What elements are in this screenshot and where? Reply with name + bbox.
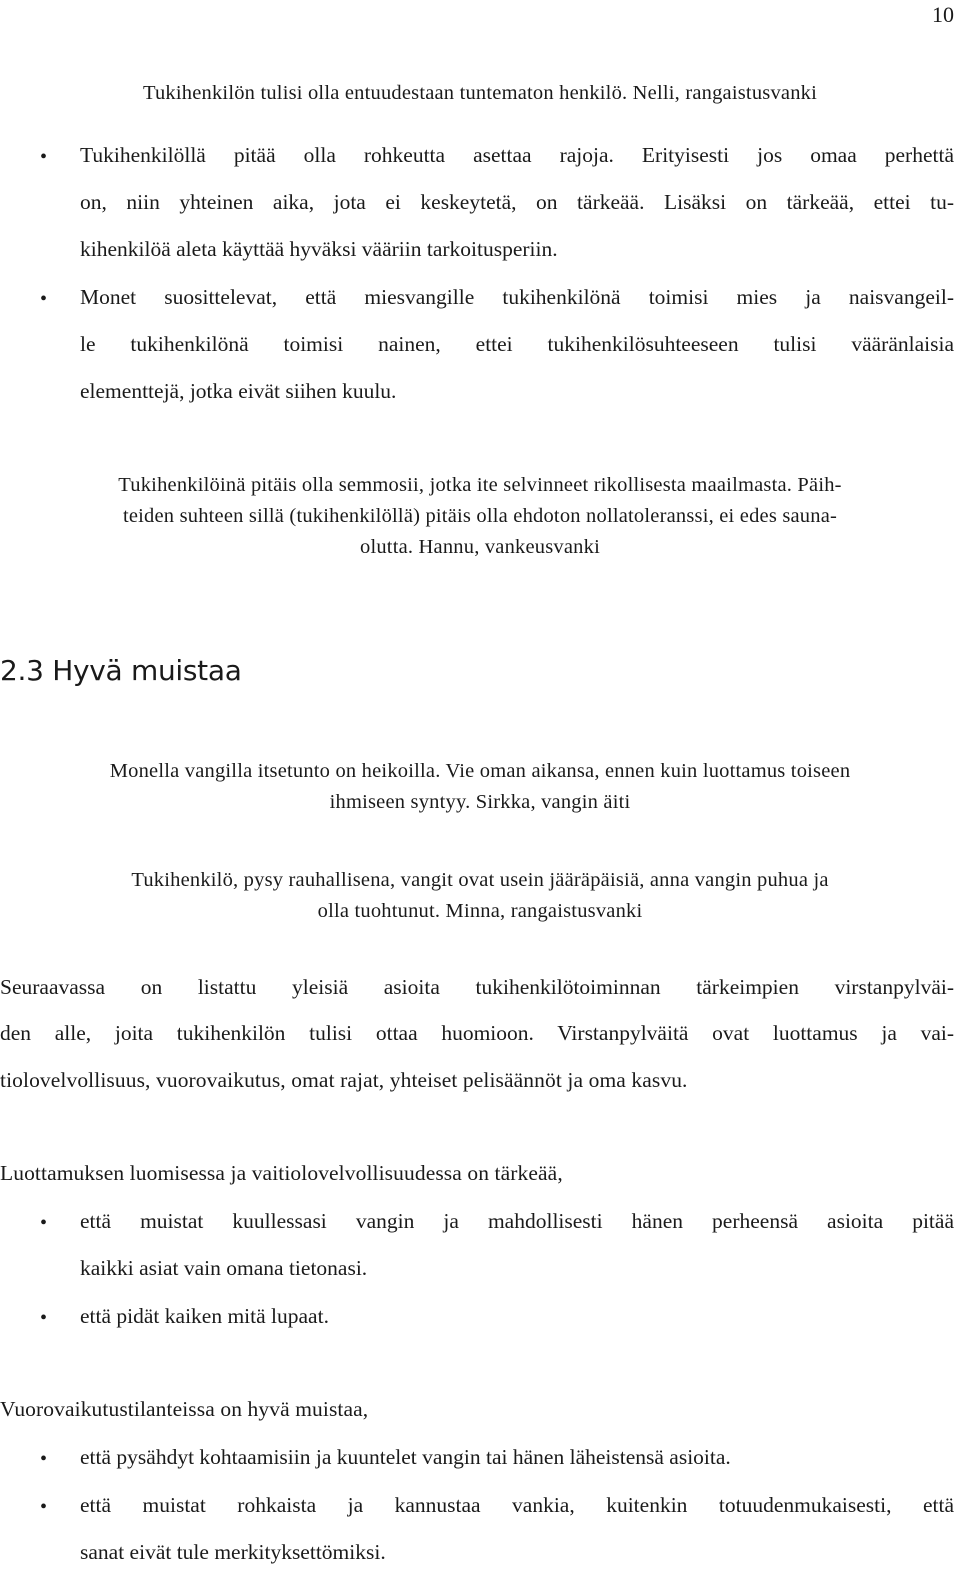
bullet-icon: • (40, 1496, 48, 1518)
quote-line: olutta. Hannu, vankeusvanki (360, 536, 600, 558)
paragraph-line: tiolovelvollisuus, vuorovaikutus, omat rajat, yhteiset pelisäännöt ja oma kasvu. (0, 1068, 688, 1092)
bullet-icon: • (40, 1212, 48, 1234)
quote-line: ihmiseen syntyy. Sirkka, vangin äiti (329, 791, 631, 813)
bullet-line: kaikki asiat vain omana tietonasi. (80, 1256, 368, 1280)
quote-line: teiden suhteen sillä (tukihenkilöllä) pitäis olla ehdoton nollatoleranssi, ei edes sauna- (122, 505, 838, 527)
quote-line: Tukihenkilön tulisi olla entuudestaan tuntematon henkilö. Nelli, rangaistusvanki (142, 82, 817, 104)
bullet-line: että pysähdyt kohtaamisiin ja kuuntelet vangin tai hänen läheistensä asioita. (80, 1445, 731, 1469)
bullet-line: että muistat kuullessasi vangin ja mahdollisesti hänen perheensä asioita pitää (80, 1209, 954, 1233)
bullet-line: on, niin yhteinen aika, jota ei keskeytetä, on tärkeää. Lisäksi on tärkeää, ettei tu- (80, 190, 954, 214)
quote-line: Monella vangilla itsetunto on heikoilla. Vie oman aikansa, ennen kuin luottamus toiseen (109, 760, 851, 782)
bullet-line: le tukihenkilönä toimisi nainen, ettei tukihenkilösuhteeseen tulisi vääränlaisia (80, 332, 954, 356)
bullet-line: Monet suosittelevat, että miesvangille tukihenkilönä toimisi mies ja naisvangeil- (80, 285, 954, 309)
bullet-line: elementtejä, jotka eivät siihen kuulu. (80, 379, 397, 403)
quote-hannu (0, 470, 960, 563)
paragraph-line: den alle, joita tukihenkilön tulisi ottaa huomioon. Virstanpylväitä ovat luottamus ja vai- (0, 1021, 954, 1045)
quote-minna (0, 865, 960, 927)
paragraph-interaction: Vuorovaikutustilanteissa on hyvä muistaa, (0, 1397, 369, 1421)
quote-line: Tukihenkilöinä pitäis olla semmosii, jotka ite selvinneet rikollisesta maailmasta. Päih- (118, 474, 842, 496)
quote-line: olla tuohtunut. Minna, rangaistusvanki (317, 900, 643, 922)
paragraph-trust: Luottamuksen luomisessa ja vaitiolovelvollisuudessa on tärkeää, (0, 1161, 563, 1185)
bullet-line: sanat eivät tule merkityksettömiksi. (80, 1540, 386, 1564)
bullet-icon: • (40, 1448, 48, 1470)
bullet-line: kihenkilöä aleta käyttää hyväksi vääriin tarkoitusperiin. (80, 237, 558, 261)
page-number: 10 (932, 2, 954, 27)
quote-sirkka (0, 756, 960, 818)
bullet-line: Tukihenkilöllä pitää olla rohkeutta asettaa rajoja. Erityisesti jos omaa perhettä (80, 143, 954, 167)
quote-nelli (0, 78, 960, 109)
bullet-icon: • (40, 288, 48, 310)
bullet-icon: • (40, 146, 48, 168)
bullet-line: että muistat rohkaista ja kannustaa vankia, kuitenkin totuudenmukaisesti, että (80, 1493, 954, 1517)
bullet-icon: • (40, 1307, 48, 1329)
paragraph-line: Seuraavassa on listattu yleisiä asioita tukihenkilötoiminnan tärkeimpien virstanpylväi- (0, 975, 954, 999)
section-heading: 2.3 Hyvä muistaa (0, 654, 242, 687)
bullet-line: että pidät kaiken mitä lupaat. (80, 1304, 329, 1328)
quote-line: Tukihenkilö, pysy rauhallisena, vangit ovat usein jääräpäisiä, anna vangin puhua ja (131, 869, 829, 891)
